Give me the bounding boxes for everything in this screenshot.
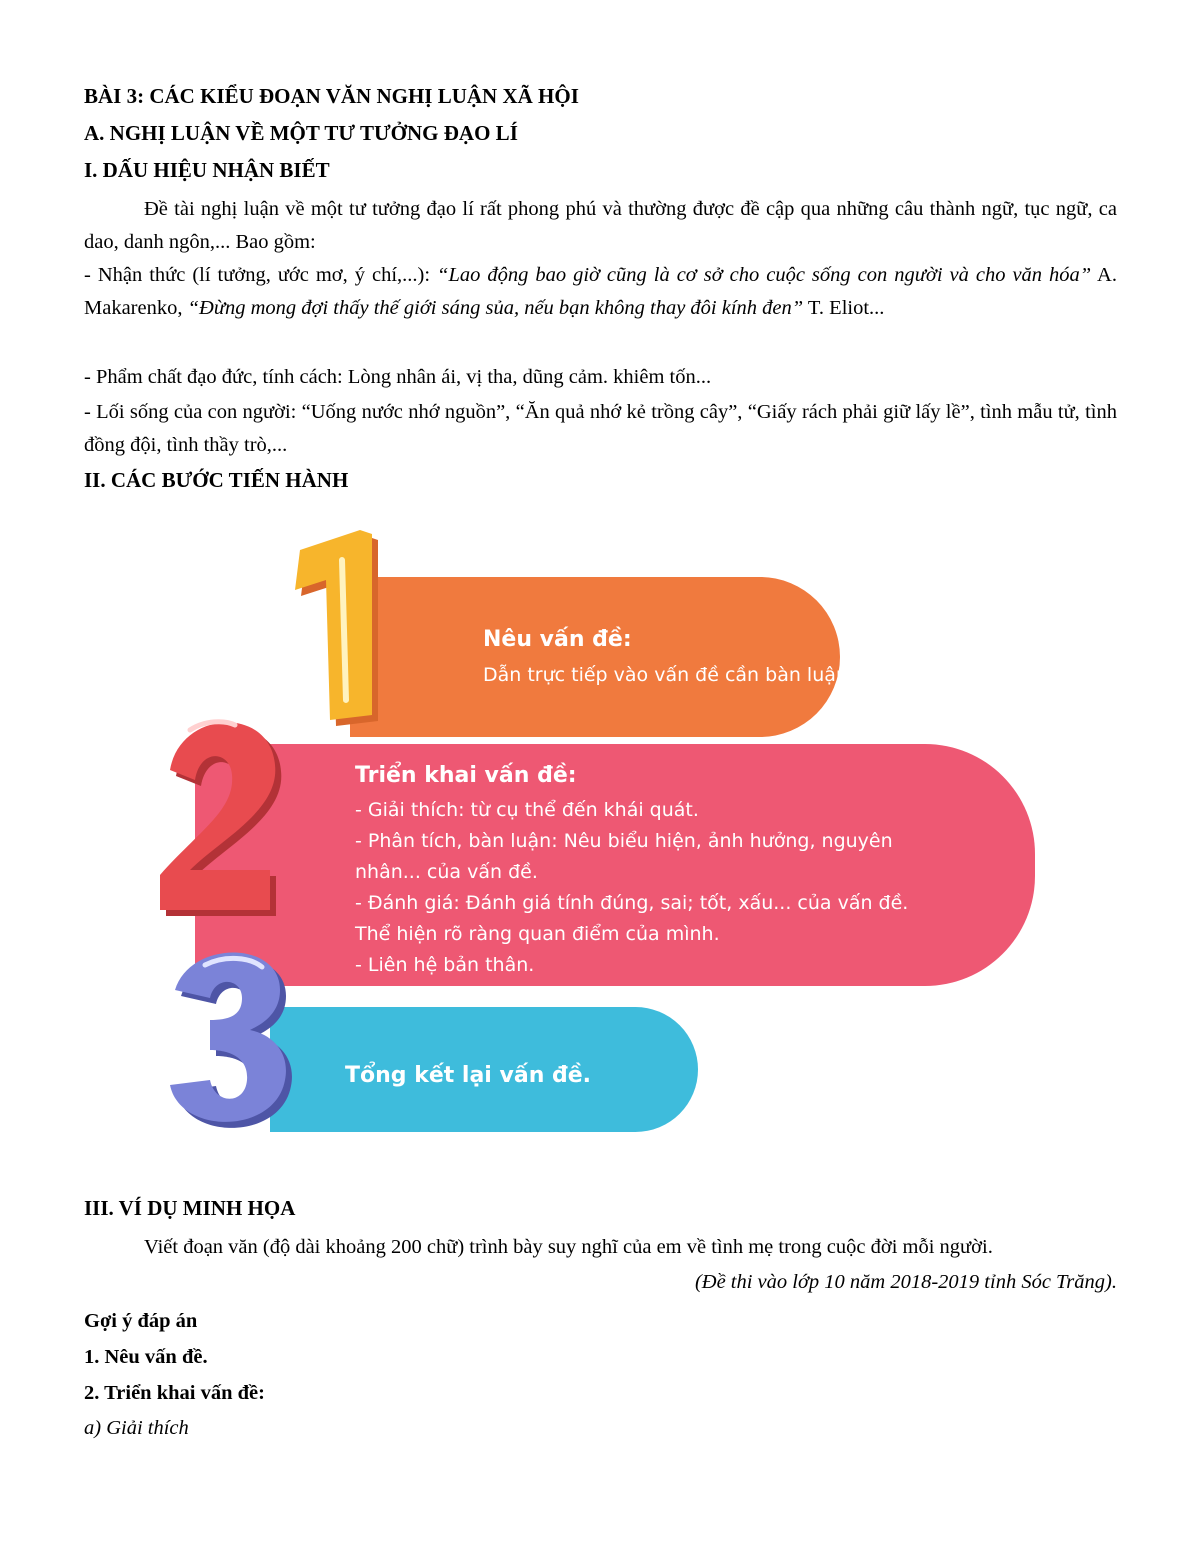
step-2-title: Triển khai vấn đề: bbox=[355, 763, 577, 788]
answer-step-1: 1. Nêu vấn đề. bbox=[84, 1346, 208, 1368]
section-a-heading: A. NGHỊ LUẬN VỀ MỘT TƯ TƯỞNG ĐẠO LÍ bbox=[84, 121, 518, 145]
quote-eliot: “Đừng mong đợi thấy thế giới sáng sủa, nếu bạn không thay đôi kính đen” bbox=[187, 297, 804, 319]
step-2-line-4: - Đánh giá: Đánh giá tính đúng, sai; tốt, xấu... của vấn đề. bbox=[355, 892, 909, 914]
number-3-icon bbox=[170, 953, 292, 1128]
lesson-title: BÀI 3: CÁC KIỂU ĐOẠN VĂN NGHỊ LUẬN XÃ HỘI bbox=[84, 84, 579, 108]
author-eliot: T. Eliot... bbox=[803, 297, 885, 319]
steps-diagram bbox=[150, 520, 1040, 1140]
step-2-line-1: - Giải thích: từ cụ thể đến khái quát. bbox=[355, 799, 699, 821]
example-source: (Đề thi vào lớp 10 năm 2018-2019 tỉnh Sóc Trăng). bbox=[694, 1271, 1117, 1293]
example-prompt: Viết đoạn văn (độ dài khoảng 200 chữ) trình bày suy nghĩ của em về tình mẹ trong cuộc đời mỗi người. bbox=[144, 1236, 993, 1258]
step-1-desc: Dẫn trực tiếp vào vấn đề cần bàn luận. bbox=[483, 664, 854, 686]
answer-step-2: 2. Triển khai vấn đề: bbox=[84, 1382, 265, 1404]
item-character: - Phẩm chất đạo đức, tính cách: Lòng nhân ái, vị tha, dũng cảm. khiêm tốn... bbox=[84, 366, 712, 388]
section-1-heading: I. DẤU HIỆU NHẬN BIẾT bbox=[84, 158, 330, 182]
step-2-line-6: - Liên hệ bản thân. bbox=[355, 954, 535, 976]
number-2-icon bbox=[160, 722, 281, 916]
quote-makarenko: “Lao động bao giờ cũng là cơ sở cho cuộc sống con người và cho văn hóa” bbox=[437, 264, 1092, 286]
item-perception bbox=[84, 259, 1117, 325]
answer-step-2a: a) Giải thích bbox=[84, 1417, 189, 1439]
intro-paragraph: Đề tài nghị luận về một tư tưởng đạo lí rất phong phú và thường được đề cập qua những câu thành ngữ, tục ngữ, ca dao, danh ngôn,... Bao gồm: bbox=[84, 198, 1117, 253]
section-3-heading: III. VÍ DỤ MINH HỌA bbox=[84, 1196, 296, 1220]
step-2-line-2: - Phân tích, bàn luận: Nêu biểu hiện, ảnh hưởng, nguyên bbox=[355, 830, 893, 852]
section-2-heading: II. CÁC BƯỚC TIẾN HÀNH bbox=[84, 468, 349, 492]
item-perception-lead: - Nhận thức (lí tưởng, ước mơ, ý chí,...): bbox=[84, 264, 438, 286]
number-1-icon bbox=[295, 530, 378, 726]
author-makarenko: A. Makarenko, bbox=[84, 264, 1117, 319]
item-lifestyle: - Lối sống của con người: “Uống nước nhớ nguồn”, “Ăn quả nhớ kẻ trồng cây”, “Giấy rách phải giữ lấy lề”, tình mẫu tử, tình đồng đội, tình thầy trò,... bbox=[84, 401, 1117, 456]
answer-heading: Gợi ý đáp án bbox=[84, 1310, 198, 1332]
step-2-line-3: nhân... của vấn đề. bbox=[355, 861, 538, 883]
step-3-title: Tổng kết lại vấn đề. bbox=[345, 1063, 592, 1088]
step-2-line-5: Thể hiện rõ ràng quan điểm của mình. bbox=[355, 923, 720, 945]
step-1-title: Nêu vấn đề: bbox=[483, 627, 632, 652]
